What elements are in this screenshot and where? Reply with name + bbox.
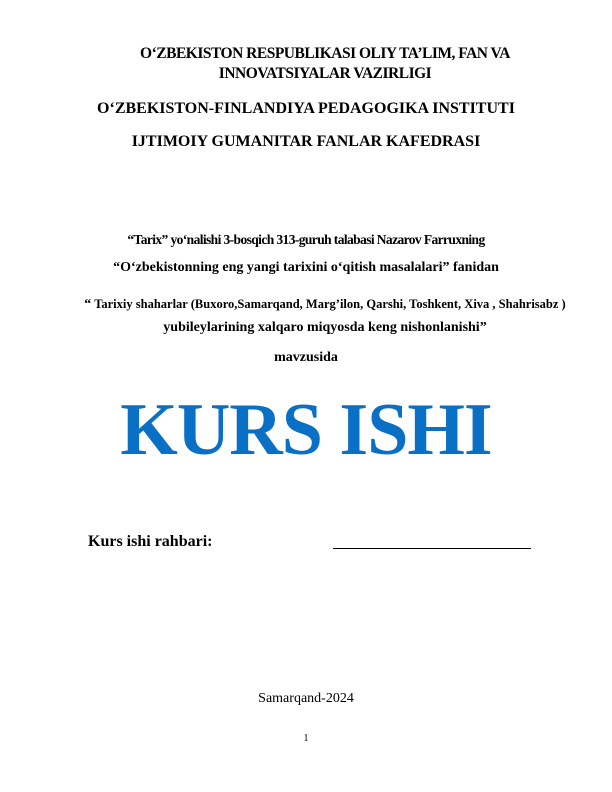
city-year: Samarqand-2024 (258, 691, 354, 706)
topic-open-quote: “ (84, 297, 92, 312)
department-heading: IJTIMOIY GUMANITAR FANLAR KAFEDRASI (131, 133, 481, 150)
main-title: KURS ISHI (120, 389, 492, 471)
topic-rest: yubileylarining xalqaro miqyosda keng nishonlanishi” (163, 320, 487, 335)
supervisor-label: Kurs ishi rahbari: (88, 533, 213, 550)
subject-line: “O‘zbekistonning eng yangi tarixini o‘qitish masalalari” fanidan (113, 260, 499, 275)
topic-end-line: mavzusida (274, 350, 338, 365)
topic-line (80, 293, 570, 339)
signature-line (333, 548, 531, 549)
topic-cities: Tarixiy shaharlar (Buxoro,Samarqand, Marg’ilon, Qarshi, Toshkent, Xiva , Shahrisabz ) (91, 297, 566, 311)
student-line: “Tarix” yo‘nalishi 3-bosqich 313-guruh talabasi Nazarov Farruxning (127, 232, 485, 247)
institute-heading: O‘ZBEKISTON-FINLANDIYA PEDAGOGIKA INSTITUTI (97, 100, 515, 117)
page-number: 1 (303, 733, 309, 744)
ministry-heading: O‘ZBEKISTON RESPUBLIKASI OLIY TA’LIM, FAN VA INNOVATSIYALAR VAZIRLIGI (140, 45, 510, 82)
